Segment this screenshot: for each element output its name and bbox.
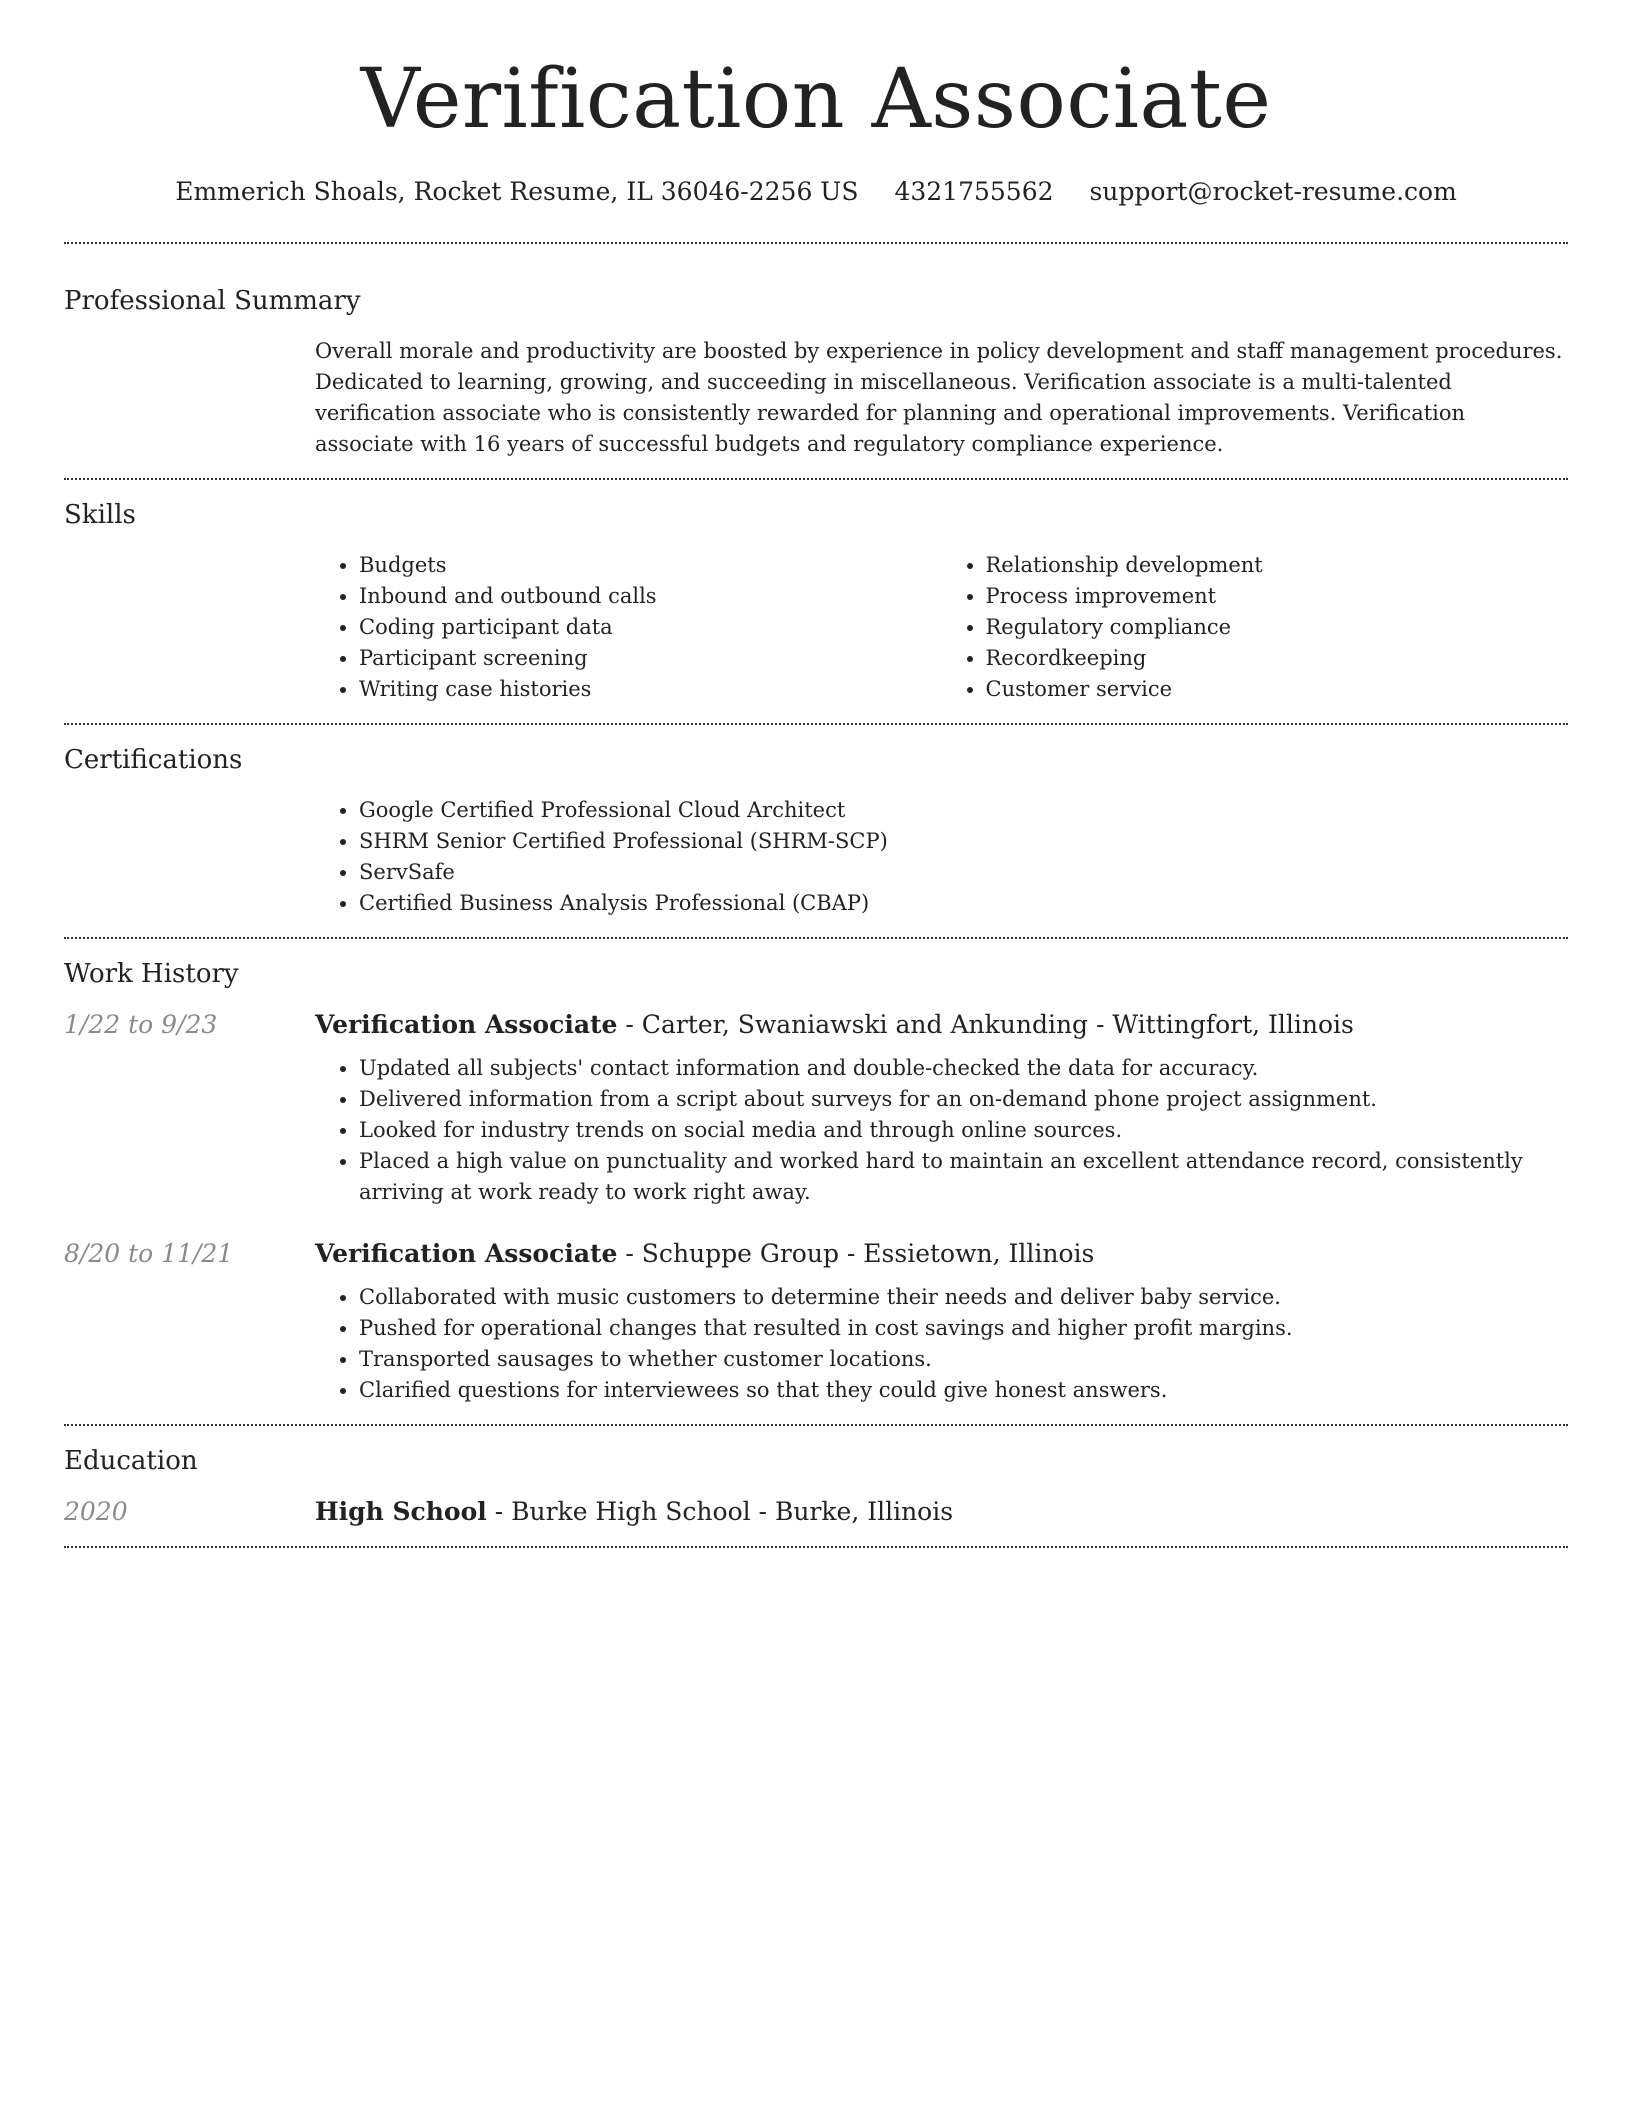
- education-year: 2020: [64, 1497, 128, 1526]
- job-title: [315, 1238, 1568, 1270]
- skills-list-right: [942, 550, 1569, 705]
- job-role: Verification Associate: [315, 1239, 618, 1268]
- job-dates: 8/20 to 11/21: [64, 1239, 234, 1268]
- education-body: [315, 1496, 1568, 1528]
- summary-row: [64, 336, 1568, 460]
- education-divider: [64, 1546, 1568, 1548]
- list-item: • Inbound and outbound calls: [359, 581, 942, 612]
- contact-email: support@rocket-resume.com: [1089, 177, 1457, 206]
- list-item: • Relationship development: [986, 550, 1569, 581]
- work-history-section: [64, 939, 1568, 1424]
- job-title: [315, 1009, 1568, 1041]
- job-role: Verification Associate: [315, 1010, 618, 1039]
- summary-spacer: [64, 336, 315, 460]
- list-item: • Delivered information from a script about surveys for an on-demand phone project assignment.: [359, 1084, 1568, 1115]
- certifications-heading: Certifications: [64, 745, 243, 775]
- certifications-row: [64, 795, 1568, 919]
- list-item: • Regulatory compliance: [986, 612, 1569, 643]
- education-row: [64, 1496, 1568, 1528]
- skills-list-left: [315, 550, 942, 705]
- list-item: • Budgets: [359, 550, 942, 581]
- skills-heading: Skills: [64, 500, 136, 530]
- job-entry: [64, 1238, 1568, 1406]
- list-item: • Clarified questions for interviewees so that they could give honest answers.: [359, 1375, 1568, 1406]
- resume-header: [64, 0, 1568, 208]
- list-item: • Customer service: [986, 674, 1569, 705]
- summary-text: Overall morale and productivity are boosted by experience in policy development and staff management procedures. Dedicated to learning, growing, and succeeding in miscellaneous. Verification associate is a multi-talented verification associate who is consistently rewarded for planning and operational improvements. Verification associate with 16 years of successful budgets and regulatory compliance experience.: [315, 339, 1563, 456]
- list-item: • SHRM Senior Certified Professional (SHRM-SCP): [359, 826, 1568, 857]
- list-item: • Writing case histories: [359, 674, 942, 705]
- certifications-body: [315, 795, 1568, 919]
- list-item: • ServSafe: [359, 857, 1568, 888]
- job-details: - Carter, Swaniawski and Ankunding - Wittingfort, Illinois: [617, 1010, 1354, 1039]
- education-section: [64, 1426, 1568, 1546]
- education-title: [315, 1496, 1568, 1528]
- summary-body: [315, 336, 1568, 460]
- education-details: - Burke High School - Burke, Illinois: [486, 1497, 954, 1526]
- certifications-list: [315, 795, 1568, 919]
- list-item: • Pushed for operational changes that resulted in cost savings and higher profit margins.: [359, 1313, 1568, 1344]
- contact-phone: 4321755562: [894, 177, 1054, 206]
- job-dates: 1/22 to 9/23: [64, 1010, 218, 1039]
- list-item: • Process improvement: [986, 581, 1569, 612]
- job-details: - Schuppe Group - Essietown, Illinois: [617, 1239, 1095, 1268]
- certifications-spacer: [64, 795, 315, 919]
- job-body: [315, 1009, 1568, 1208]
- list-item: • Placed a high value on punctuality and worked hard to maintain an excellent attendance record, consistently arriving at work ready to work right away.: [359, 1146, 1568, 1208]
- contact-address: Emmerich Shoals, Rocket Resume, IL 36046-2256 US: [175, 177, 859, 206]
- work-history-heading: Work History: [64, 959, 239, 989]
- education-degree: High School: [315, 1497, 487, 1526]
- list-item: • Recordkeeping: [986, 643, 1569, 674]
- skills-spacer: [64, 550, 315, 705]
- list-item: • Collaborated with music customers to determine their needs and deliver baby service.: [359, 1282, 1568, 1313]
- list-item: • Transported sausages to whether customer locations.: [359, 1344, 1568, 1375]
- job-body: [315, 1238, 1568, 1406]
- list-item: • Google Certified Professional Cloud Architect: [359, 795, 1568, 826]
- summary-heading: Professional Summary: [64, 286, 361, 316]
- list-item: • Certified Business Analysis Professional (CBAP): [359, 888, 1568, 919]
- job-bullets: [315, 1053, 1568, 1208]
- job-bullets: [315, 1282, 1568, 1406]
- certifications-section: [64, 725, 1568, 937]
- skills-section: [64, 480, 1568, 723]
- list-item: • Looked for industry trends on social media and through online sources.: [359, 1115, 1568, 1146]
- list-item: • Coding participant data: [359, 612, 942, 643]
- education-heading: Education: [64, 1446, 198, 1476]
- skills-grid: [315, 550, 1568, 705]
- list-item: • Participant screening: [359, 643, 942, 674]
- candidate-title: Verification Associate: [360, 52, 1272, 147]
- summary-section: [64, 244, 1568, 478]
- job-entry: [64, 1009, 1568, 1208]
- skills-row: [64, 550, 1568, 705]
- contact-line: [64, 176, 1568, 208]
- list-item: • Updated all subjects' contact information and double-checked the data for accuracy.: [359, 1053, 1568, 1084]
